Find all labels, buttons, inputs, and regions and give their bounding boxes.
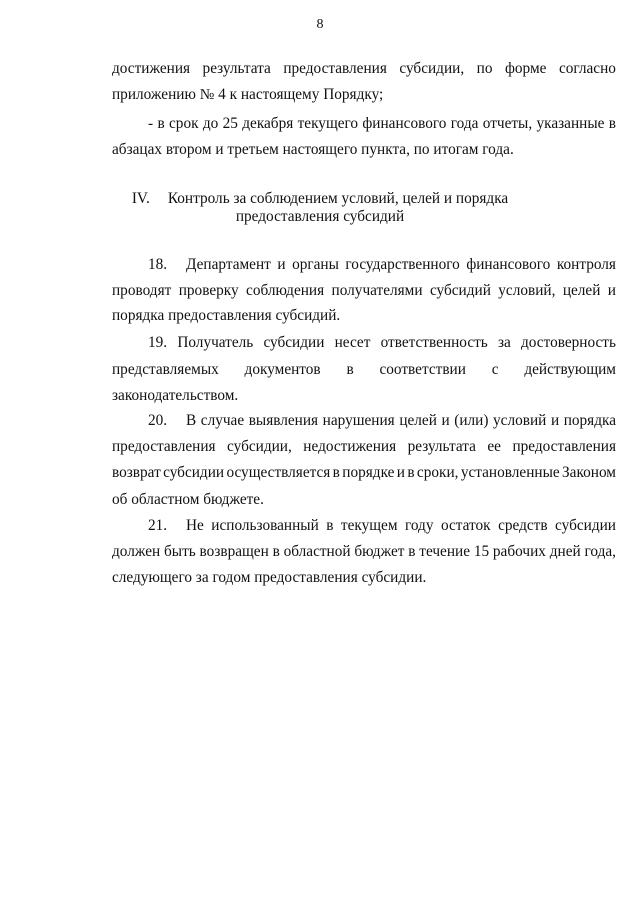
word: и	[607, 282, 616, 299]
word: соответствии	[379, 361, 466, 378]
word: до	[202, 115, 219, 132]
word: несет	[334, 334, 371, 351]
word: субсидий	[429, 282, 491, 299]
word: достоверность	[521, 334, 616, 351]
paragraph-number: 18.	[148, 256, 168, 273]
word: текущем	[340, 517, 398, 534]
word: в	[332, 464, 340, 481]
word: представляемых	[112, 361, 219, 378]
word: результата	[202, 60, 271, 77]
word: возвращен	[199, 543, 269, 560]
word: проводят	[112, 282, 172, 299]
word: условий,	[498, 282, 556, 299]
word: согласно	[558, 60, 616, 77]
paragraph-line	[112, 59, 616, 79]
word: установленные	[460, 464, 560, 481]
word: средств	[498, 517, 548, 534]
word: и	[550, 412, 560, 429]
section-heading	[0, 189, 640, 209]
word: условий	[493, 412, 547, 429]
word: по	[476, 60, 493, 77]
word: 19.	[148, 334, 168, 351]
word: использованный	[211, 517, 319, 534]
word: 15	[473, 543, 490, 560]
word: целей	[562, 282, 601, 299]
word: субсидии,	[227, 438, 292, 455]
paragraph-line: приложению № 4 к настоящему Порядку;	[112, 86, 384, 103]
word: областной	[283, 543, 351, 560]
section-title-line: Контроль за соблюдением условий, целей и порядка	[167, 190, 509, 207]
word: в	[272, 543, 280, 560]
word: году	[404, 517, 434, 534]
section-title-line: предоставления субсидий	[235, 208, 405, 225]
word: в	[608, 115, 616, 132]
word: финансового	[362, 115, 447, 132]
paragraph-text	[186, 516, 616, 536]
word: финансового	[466, 256, 551, 273]
word: срок	[169, 115, 199, 132]
paragraph-line: законодательством.	[112, 387, 239, 404]
word: контроля	[556, 256, 616, 273]
paragraph-line	[148, 114, 616, 134]
paragraph-line: об областном бюджете.	[112, 491, 264, 508]
word: ответственность	[380, 334, 488, 351]
paragraph-18-line-1	[148, 255, 616, 275]
word: возврат	[112, 464, 161, 481]
word: документов	[244, 361, 321, 378]
word: выявления	[248, 412, 319, 429]
word: осуществляется	[226, 464, 331, 481]
word: с	[491, 361, 499, 378]
paragraph-number: 20.	[148, 412, 168, 429]
word: предоставления	[512, 438, 616, 455]
word: рабочих	[492, 543, 546, 560]
paragraph-line	[112, 281, 616, 301]
word: государственного	[345, 256, 460, 273]
paragraph-line	[112, 542, 616, 562]
paragraph-21-line-1	[148, 516, 616, 536]
word: Законом	[562, 464, 616, 481]
word: достижения	[112, 60, 191, 77]
word: (или)	[454, 412, 489, 429]
word: сроки,	[416, 464, 459, 481]
word: получателями	[331, 282, 423, 299]
paragraph-line: абзацах втором и третьем настоящего пункта, по итогам года.	[112, 141, 514, 158]
word: текущего	[297, 115, 359, 132]
word: -	[148, 115, 154, 132]
paragraph-line	[148, 333, 616, 353]
word: Департамент	[186, 256, 271, 273]
paragraph-number: 21.	[148, 517, 168, 534]
word: и	[441, 412, 450, 429]
word: в	[408, 543, 416, 560]
word: порядке	[342, 464, 395, 481]
paragraph-line: порядка предоставления субсидий.	[112, 307, 341, 324]
paragraph-line	[112, 360, 616, 380]
word: бюджет	[354, 543, 405, 560]
word: Получатель	[177, 334, 254, 351]
word: и	[396, 464, 405, 481]
paragraph-text	[186, 255, 616, 275]
paragraph-line: следующего за годом предоставления субсидии.	[112, 569, 427, 586]
word: дней	[549, 543, 581, 560]
word: субсидии	[555, 517, 616, 534]
word: за	[497, 334, 511, 351]
word: соблюдения	[246, 282, 325, 299]
word: В	[186, 412, 197, 429]
word: в	[346, 361, 354, 378]
word: в	[157, 115, 165, 132]
word: субсидии,	[399, 60, 465, 77]
word: года,	[584, 543, 616, 560]
word: течение	[419, 543, 471, 560]
word: недостижения	[303, 438, 397, 455]
word: Не	[186, 517, 204, 534]
word: субсидии	[263, 334, 325, 351]
word: и	[277, 256, 286, 273]
word: быть	[164, 543, 196, 560]
word: остаток	[440, 517, 491, 534]
word: целей	[399, 412, 437, 429]
word: ее	[487, 438, 501, 455]
paragraph-line	[112, 437, 616, 457]
word: проверку	[178, 282, 239, 299]
page-number: 8	[316, 17, 324, 32]
word: результата	[407, 438, 476, 455]
word: в	[326, 517, 334, 534]
paragraph-20-line-1	[148, 411, 616, 431]
word: форме	[505, 60, 547, 77]
word: в	[407, 464, 415, 481]
word: случае	[200, 412, 245, 429]
word: указанные	[536, 115, 605, 132]
paragraph-line	[112, 463, 616, 483]
word: декабря	[242, 115, 294, 132]
paragraph-text	[186, 411, 616, 431]
word: нарушения	[322, 412, 395, 429]
word: субсидии	[163, 464, 225, 481]
word: порядка	[563, 412, 616, 429]
word: предоставления	[283, 60, 387, 77]
word: 25	[222, 115, 238, 132]
word: должен	[112, 543, 161, 560]
word: действующим	[524, 361, 616, 378]
section-number: IV.	[131, 190, 150, 207]
word: предоставления	[112, 438, 216, 455]
word: года	[450, 115, 479, 132]
word: отчеты,	[482, 115, 533, 132]
word: органы	[292, 256, 339, 273]
